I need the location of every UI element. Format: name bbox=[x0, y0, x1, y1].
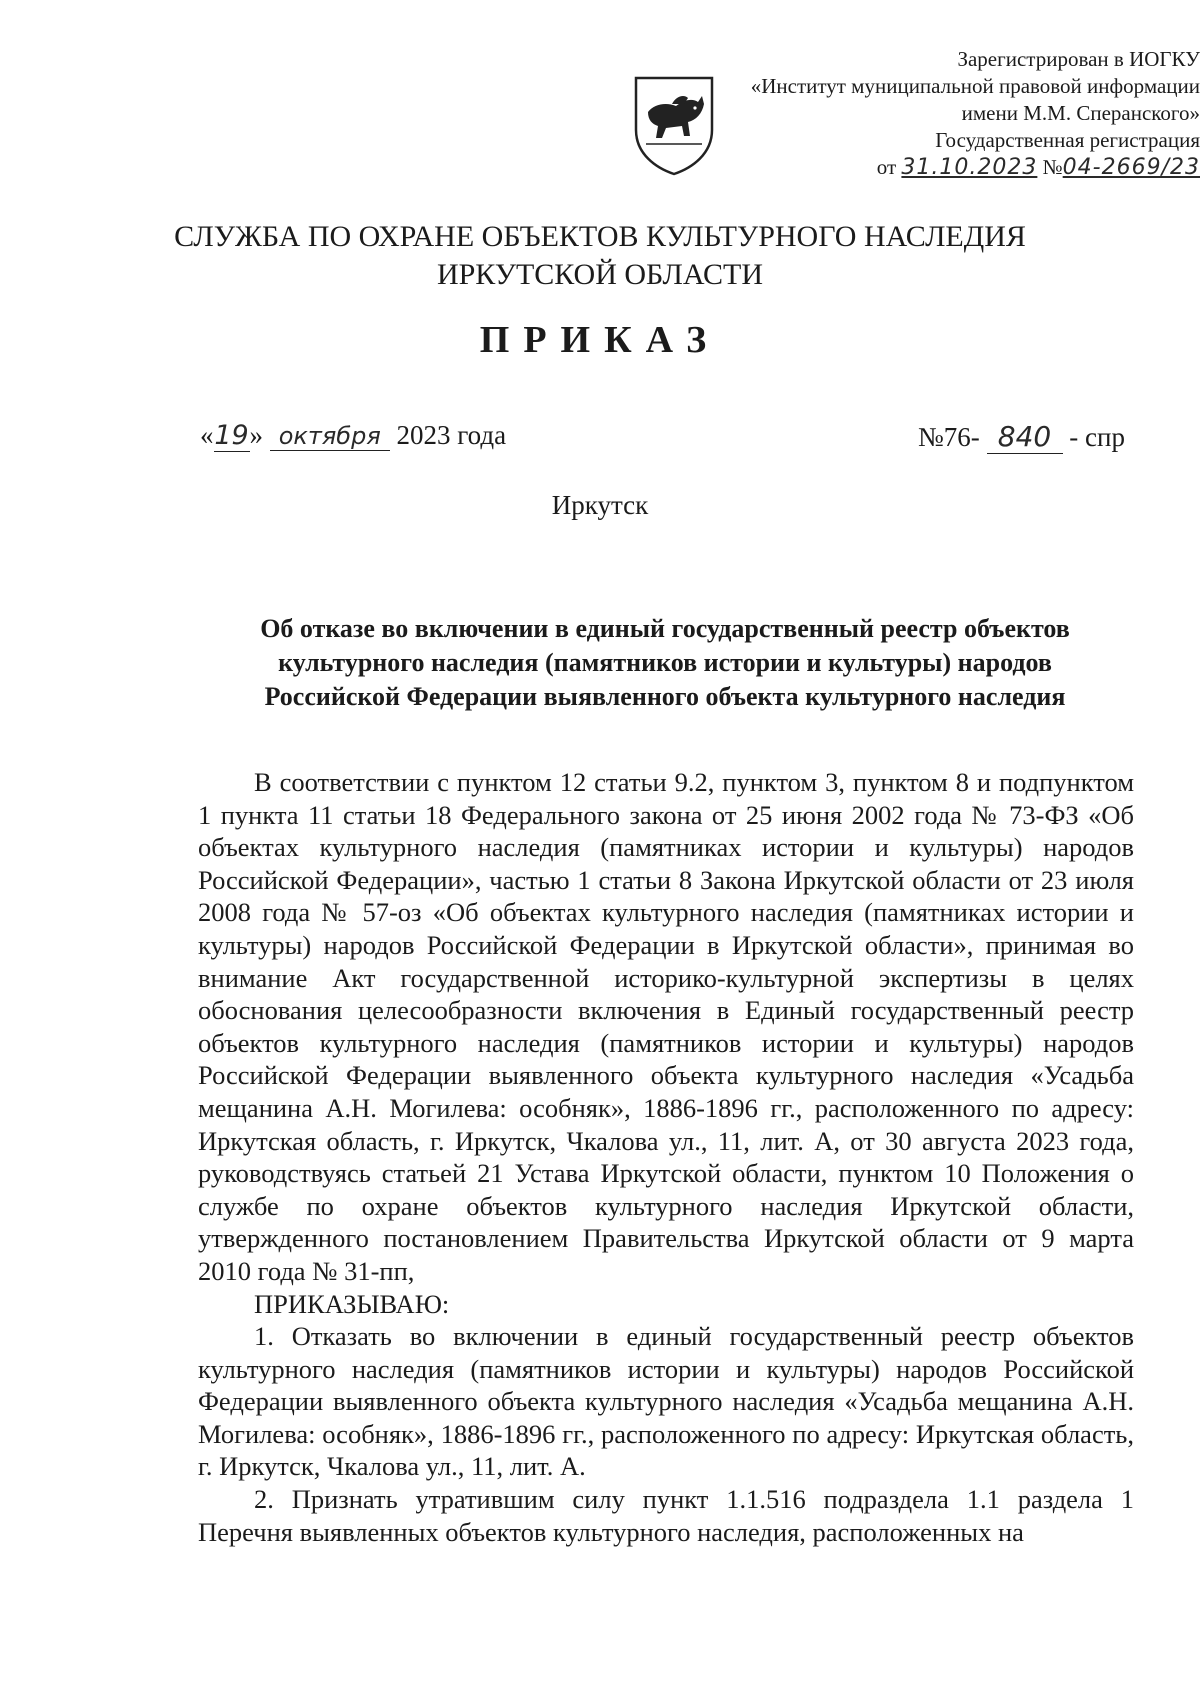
registration-number-prefix: № bbox=[1042, 155, 1063, 179]
order-subject bbox=[200, 612, 1130, 714]
number-handwritten: 840 bbox=[987, 420, 1063, 454]
order-body bbox=[198, 766, 1134, 1548]
subject-line-3: Российской Федерации выявленного объекта культурного наследия bbox=[264, 682, 1066, 711]
registration-line-1: Зарегистрирован в ИОГКУ bbox=[957, 47, 1200, 71]
registration-line-2: «Институт муниципальной правовой информации bbox=[750, 74, 1200, 98]
number-suffix: - спр bbox=[1069, 422, 1125, 452]
subject-line-1: Об отказе во включении в единый государственный реестр объектов bbox=[260, 614, 1070, 643]
registration-date-line bbox=[730, 154, 1200, 181]
subject-line-2: культурного наследия (памятников истории и культуры) народов bbox=[278, 648, 1052, 677]
registration-date-prefix: от bbox=[876, 155, 897, 179]
order-title: ПРИКАЗ bbox=[479, 319, 721, 361]
number-prefix: №76- bbox=[918, 422, 980, 452]
registration-number-handwritten: 04-2669/23 bbox=[1062, 155, 1200, 180]
item-2-paragraph: 2. Признать утратившим силу пункт 1.1.516 подраздела 1.1 раздела 1 Перечня выявленных объектов культурного наследия, расположенных на bbox=[198, 1484, 1134, 1547]
order-word: ПРИКАЗЫВАЮ: bbox=[254, 1288, 450, 1319]
order-date bbox=[200, 420, 506, 452]
registration-line-4: Государственная регистрация bbox=[935, 128, 1200, 152]
date-close-quote: » bbox=[249, 420, 263, 450]
item-1-paragraph: 1. Отказать во включении в единый государственный реестр объектов культурного наследия (памятников истории и культуры) народов Российской Федерации выявленного объекта культурного наследия «Усадьба мещанина А.Н. Могилева: особняк», 1886-1896 гг., расположенного по адресу: Иркутская область, г. Иркутск, Чкалова ул., 11, лит. А. bbox=[198, 1321, 1134, 1482]
agency-line-2: ИРКУТСКОЙ ОБЛАСТИ bbox=[436, 258, 764, 291]
agency-line-1: СЛУЖБА ПО ОХРАНЕ ОБЪЕКТОВ КУЛЬТУРНОГО НАСЛЕДИЯ bbox=[174, 220, 1026, 253]
date-open-quote: « bbox=[200, 420, 214, 450]
preamble-paragraph: В соответствии с пунктом 12 статьи 9.2, пунктом 3, пунктом 8 и подпунктом 1 пункта 11 статьи 18 Федерального закона от 25 июня 2002 года № 73-ФЗ «Об объектах культурного наследия (памятниках истории и культуры) народов Российской Федерации», частью 1 статьи 8 Закона Иркутской области от 23 июля 2008 года № 57-оз «Об объектах культурного наследия (памятниках истории и культуры) народов Российской Федерации в Иркутской области», принимая во внимание Акт государственной историко-культурной экспертизы в целях обоснования целесообразности включения в Единый государственный реестр объектов культурного наследия (памятников истории и культуры) народов Российской Федерации выявленного объекта культурного наследия «Усадьба мещанина А.Н. Могилева: особняк», 1886-1896 гг., расположенного по адресу: Иркутская область, г. Иркутск, Чкалова ул., 11, лит. А, от 30 августа 2023 года, руководствуясь статьей 21 Устава Иркутской области, пунктом 10 Положения о службе по охране объектов культурного наследия Иркутской области, утвержденного постановлением Правительства Иркутской области от 9 марта 2010 года № 31-пп, bbox=[198, 767, 1134, 1286]
city: Иркутск bbox=[551, 490, 649, 520]
registration-date-handwritten: 31.10.2023 bbox=[901, 155, 1038, 180]
agency-heading bbox=[0, 218, 1200, 294]
order-number bbox=[918, 420, 1125, 454]
irkutsk-coat-of-arms-icon bbox=[632, 74, 716, 176]
date-day-handwritten: 19 bbox=[214, 420, 249, 451]
registration-stamp bbox=[730, 46, 1200, 181]
date-year: 2023 года bbox=[396, 420, 507, 450]
date-month-handwritten: октября bbox=[270, 422, 390, 451]
registration-line-3: имени М.М. Сперанского» bbox=[961, 101, 1200, 125]
